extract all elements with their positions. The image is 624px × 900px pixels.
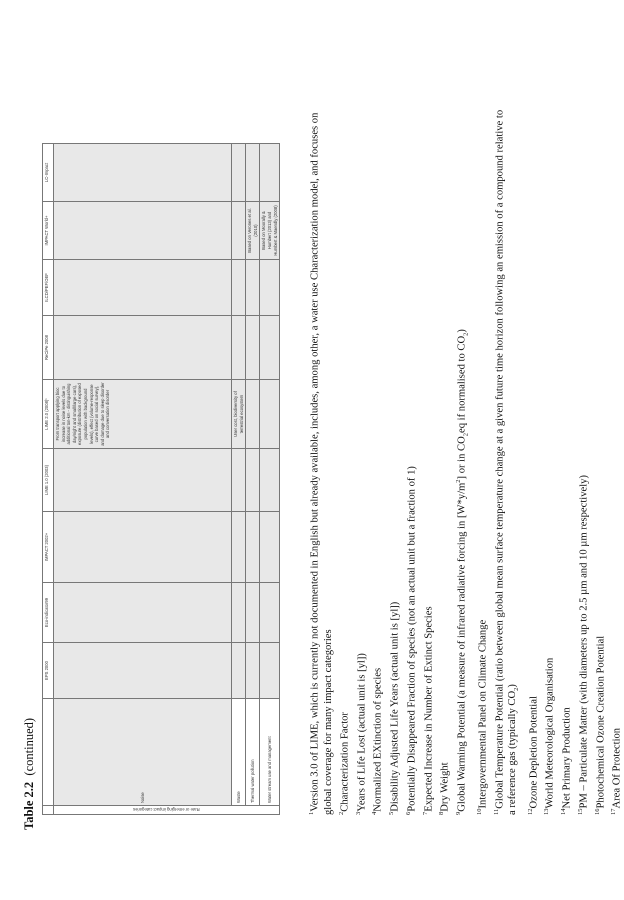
caption-label: Table 2.2 [22,781,36,830]
side-label-cell [54,806,280,815]
header-blank-2 [43,699,54,806]
table-cell [232,260,246,316]
table-cell [54,202,232,260]
footnote: a reference gas (typically $CO_2$) [507,684,521,815]
row-label: Waste [232,699,246,806]
table-cell [232,144,246,202]
column-header: IMPACT World+ [43,202,54,260]
column-header: ILCD/PEF/OEF [43,260,54,316]
table-cell [54,449,232,512]
footnote: $^{13}$World Meteorological Organisation [543,657,556,815]
footnote: $^{11}$Global Temperature Potential (ratio between global mean surface temperature change at a given future time horizon following an emission of a compound relative to [492,109,506,815]
column-header: EPS 2000 [43,643,54,699]
table-cell: Based on Moorally & Humbert (2013) and Humbert & Maendly (2008) [260,202,280,260]
table-row [232,144,246,815]
impact-categories-table [42,143,280,815]
table-cell [246,144,260,202]
table-cell [260,512,280,583]
table-cell [246,643,260,699]
table-cell [232,449,246,512]
footnote: $^5$Disability Adjusted Life Years (actual unit is [yl]) [388,601,401,815]
footnote: $^{10}$Intergovernmental Panel on Climate Change [475,619,489,815]
footnote: $^6$Potentially Disappeared Fraction of species (not an actual unit but a fraction of 1) [404,466,418,815]
table-cell [260,316,280,380]
table-cell [260,449,280,512]
footnote: $^7$Expected Increase in Number of Extinct Species [421,606,435,815]
table-cell [246,512,260,583]
row-label: Noise [54,699,232,806]
row-label: Water stream use and management [260,699,280,806]
footnote: global coverage for many impact categories [322,629,334,815]
column-header: Eco-indicator99 [43,583,54,643]
footnote: $^4$Normalized EXtinction of species [371,667,384,815]
table-cell: From transport applying bioc increase in noise levels due to additional ton-km - distinguishing day/night and small/large cars), exposure (distribution of exposed population with background levels), effect (volume-response curve based on social survey), and damage due to sleep disorder and conversation disorder [54,380,232,449]
table-cell [246,260,260,316]
footnote: $^2$Characterization Factor [337,712,351,815]
footnote: $^{12}$Ozone Depletion Potential [526,696,540,815]
table-cell [260,583,280,643]
table-cell [246,583,260,643]
column-header: IMPACT 2002+ [43,512,54,583]
header-blank [43,806,54,815]
footnote: $^1$Version 3.0 of LIME, which is currently not documented in English but already available, includes, among other, a water use Characterization model, and focuses on [308,112,321,815]
footnote: $^9$Global Warming Potential (a measure of infrared radiative forcing in $[W*y/m^2]$ or in $CO_2eq$ if normalised to $CO_2$) [455,329,470,815]
table-row [54,144,232,815]
table-cell [232,512,246,583]
footnote: $^{17}$Area Of Protection [610,727,623,815]
table-cell [232,316,246,380]
table-cell [232,583,246,643]
footnote: $^3$Years of Life Lost (actual unit is [yl]) [354,653,368,815]
table-cell [54,144,232,202]
row-label: Thermal water pollution [246,699,260,806]
header-row [43,144,54,815]
table-cell [232,643,246,699]
column-header: LC-Impact [43,144,54,202]
footnote: $^8$Dry Weight [438,762,451,815]
table-caption [22,718,37,830]
footnote: $^{14}$Net Primary Production [560,707,573,815]
table-cell: User cost, biodiversity of terrestrial ecosystem [232,380,246,449]
caption-suffix: (continued) [22,717,36,776]
table-cell [232,202,246,260]
table-cell [54,512,232,583]
table-cell [260,260,280,316]
column-header: LIME 2.0 (2008)¹ [43,380,54,449]
table-cell [246,316,260,380]
table-cell: Based on Verones et al. (2010) [246,202,260,260]
column-header: LIME 1.0 (2003) [43,449,54,512]
table-cell [54,316,232,380]
table-cell [246,380,260,449]
footnote: $^{15}$PM – Particulate Matter (with diameters up to 2.5 µm and 10 µm respectively) [576,475,590,815]
table-cell [54,260,232,316]
table-cell [246,449,260,512]
table-row [246,144,260,815]
table-row [260,144,280,815]
footnotes [305,55,624,815]
table-cell [260,380,280,449]
table-cell [260,643,280,699]
table-cell [54,643,232,699]
column-header: ReCiPe 2008 [43,316,54,380]
side-label: Rare or emerging impact categories [133,807,200,813]
table-cell [260,144,280,202]
footnote: $^{16}$Photochemical Ozone Creation Potential [593,635,607,815]
table-cell [54,583,232,643]
